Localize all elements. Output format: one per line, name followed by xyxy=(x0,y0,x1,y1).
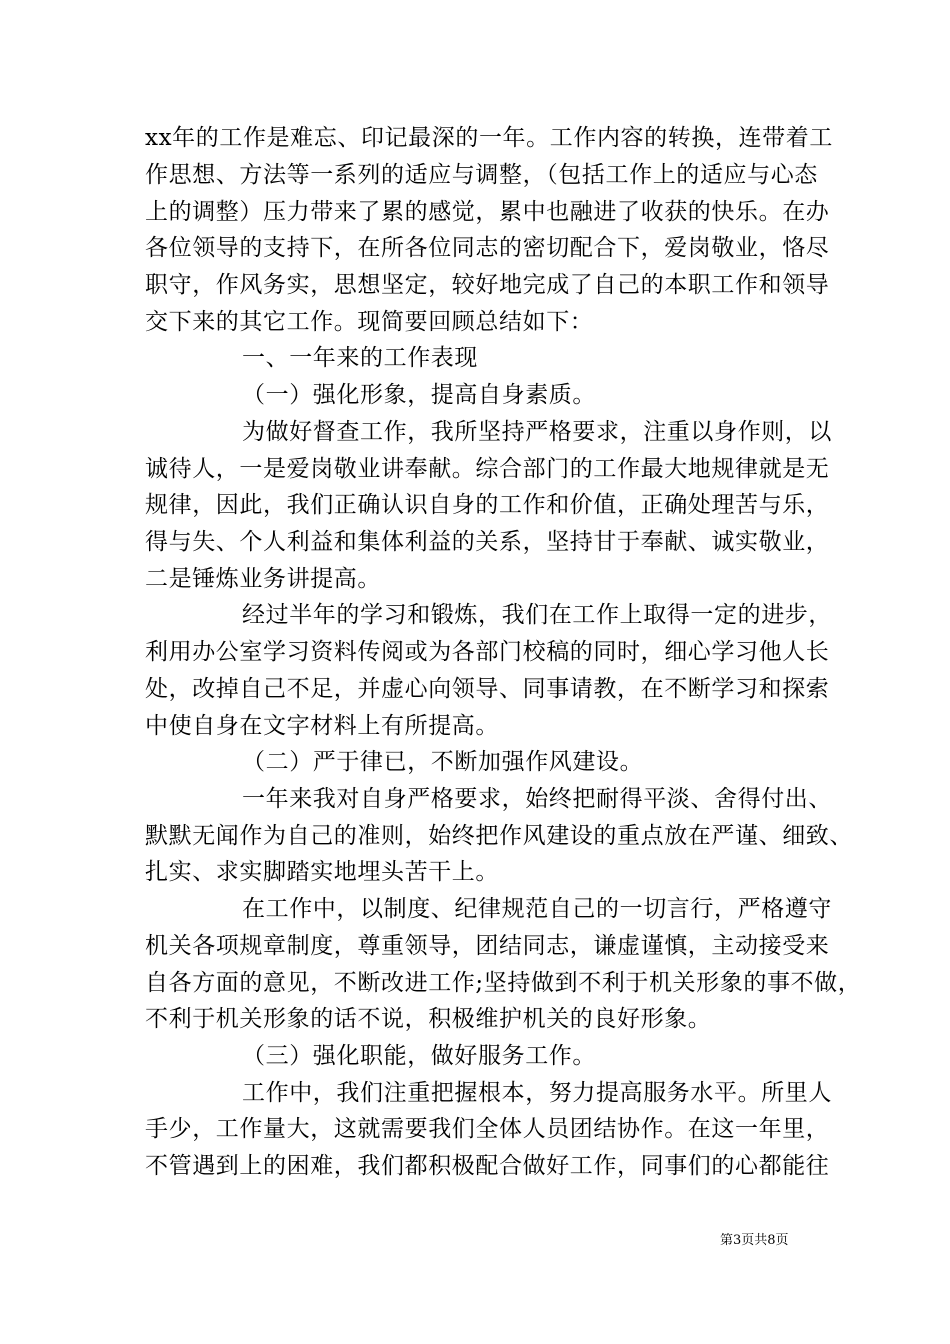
text-line: 处，改掉自己不足，并虚心向领导、同事请教，在不断学习和探索 xyxy=(145,676,830,702)
subsection-heading: （一）强化形象，提高自身素质。 xyxy=(242,382,596,408)
paragraph-first-line: 一年来我对自身严格要求，始终把耐得平淡、舍得付出、 xyxy=(242,786,832,812)
text-line: 利用办公室学习资料传阅或为各部门校稿的同时，细心学习他人长 xyxy=(145,639,830,665)
text-line: 各位领导的支持下，在所各位同志的密切配合下，爱岗敬业，恪尽 xyxy=(145,235,830,261)
text-line: 机关各项规章制度，尊重领导，团结同志，谦虚谨慎，主动接受来 xyxy=(145,933,830,959)
text-line: 手少，工作量大，这就需要我们全体人员团结协作。在这一年里， xyxy=(145,1116,830,1142)
text-line: 作思想、方法等一系列的适应与调整，（包括工作上的适应与心态 xyxy=(145,162,818,188)
paragraph-first-line: 工作中，我们注重把握根本，努力提高服务水平。所里人 xyxy=(242,1080,832,1106)
text-line: 不管遇到上的困难，我们都积极配合做好工作，同事们的心都能往 xyxy=(145,1153,830,1179)
subsection-heading: （三）强化职能，做好服务工作。 xyxy=(242,1043,596,1069)
text-line: 诚待人，一是爱岗敬业讲奉献。综合部门的工作最大地规律就是无 xyxy=(145,456,830,482)
paragraph-first-line: 为做好督查工作，我所坚持严格要求，注重以身作则，以 xyxy=(242,419,832,445)
text-line: 规律，因此，我们正确认识自身的工作和价值，正确处理苦与乐， xyxy=(145,492,830,518)
text-line: 职守，作风务实，思想坚定，较好地完成了自己的本职工作和领导 xyxy=(145,272,830,298)
subsection-heading: （二）严于律已，不断加强作风建设。 xyxy=(242,749,644,775)
text-line: 交下来的其它工作。现简要回顾总结如下： xyxy=(145,309,594,335)
page-number-footer: 第3页共8页 xyxy=(720,1233,789,1248)
text-line: 扎实、求实脚踏实地埋头苦干上。 xyxy=(145,859,499,885)
text-line: xx年的工作是难忘、印记最深的一年。工作内容的转换，连带着工 xyxy=(145,125,833,151)
text-line: 默默无闻作为自己的准则，始终把作风建设的重点放在严谨、细致、 xyxy=(145,823,853,849)
section-heading: 一、一年来的工作表现 xyxy=(242,345,478,371)
text-line: 不利于机关形象的话不说，积极维护机关的良好形象。 xyxy=(145,1006,712,1032)
text-line: 二是锤炼业务讲提高。 xyxy=(145,566,381,592)
paragraph-first-line: 在工作中，以制度、纪律规范自己的一切言行，严格遵守 xyxy=(242,896,832,922)
paragraph-first-line: 经过半年的学习和锻炼，我们在工作上取得一定的进步， xyxy=(242,602,832,628)
text-line: 自各方面的意见，不断改进工作;坚持做到不利于机关形象的事不做， xyxy=(145,970,862,996)
text-line: 得与失、个人利益和集体利益的关系，坚持甘于奉献、诚实敬业， xyxy=(145,529,830,555)
text-line: 上的调整）压力带来了累的感觉，累中也融进了收获的快乐。在办 xyxy=(145,199,830,225)
text-line: 中使自身在文字材料上有所提高。 xyxy=(145,713,499,739)
